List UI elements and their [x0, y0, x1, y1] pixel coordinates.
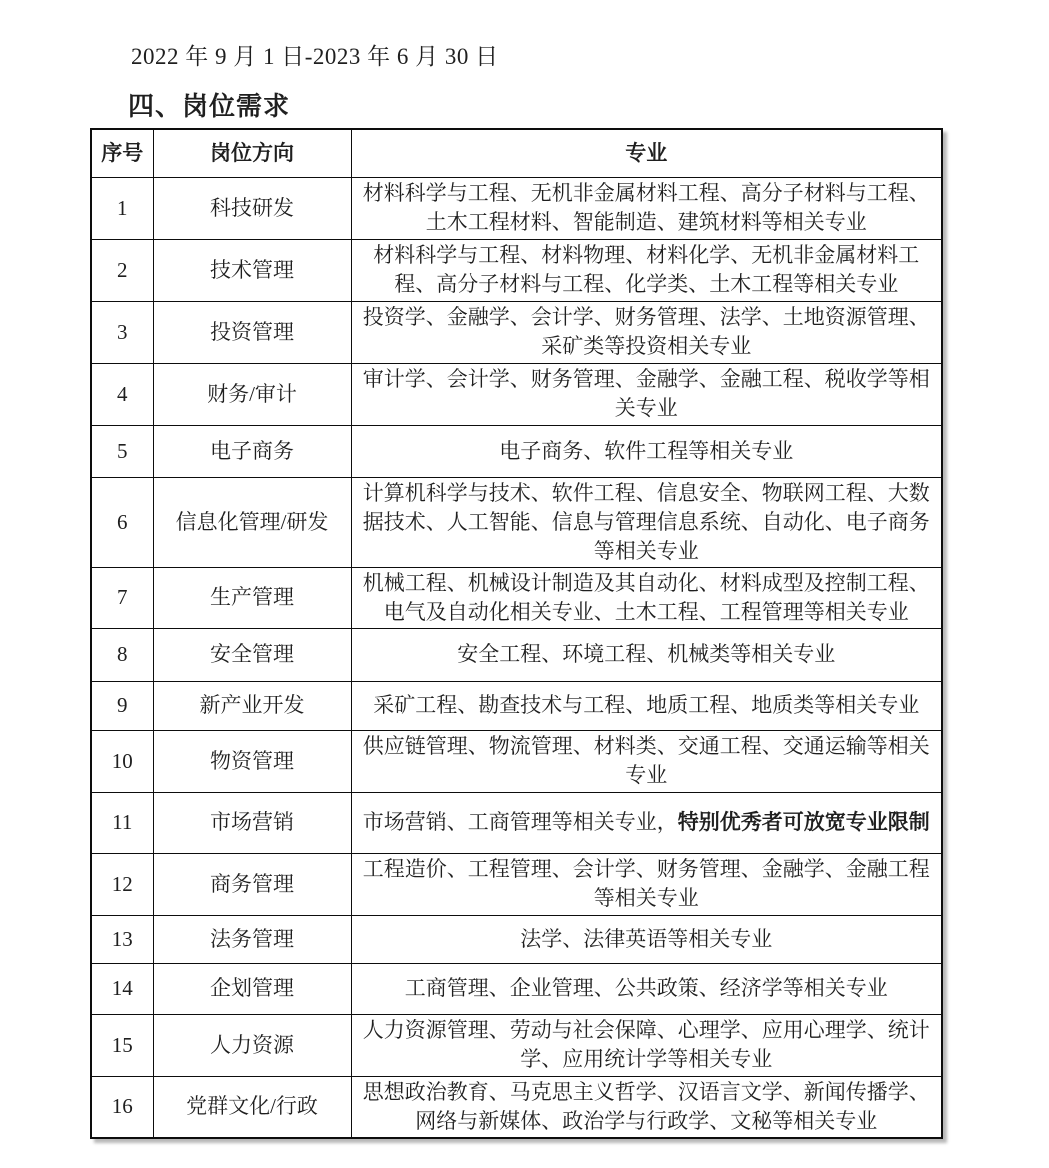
majors-cell [351, 1076, 942, 1138]
table-row [91, 567, 942, 628]
position-cell: 法务管理 [153, 915, 351, 963]
majors-text: 电子商务、软件工程等相关专业 [499, 438, 794, 463]
majors-cell [351, 567, 942, 628]
position-cell: 科技研发 [153, 177, 351, 239]
position-cell: 商务管理 [153, 853, 351, 915]
position-cell: 生产管理 [153, 567, 351, 628]
table-row [91, 681, 942, 730]
majors-text: 法学、法律英语等相关专业 [520, 926, 773, 951]
majors-text: 投资学、金融学、会计学、财务管理、法学、土地资源管理、采矿类等投资相关专业 [362, 305, 930, 358]
majors-text: 审计学、会计学、财务管理、金融学、金融工程、税收学等相关专业 [362, 367, 930, 420]
majors-cell [351, 477, 942, 567]
header-major: 专业 [351, 129, 942, 177]
section-heading: 四、岗位需求 [128, 91, 291, 121]
majors-text: 机械工程、机械设计制造及其自动化、材料成型及控制工程、电气及自动化相关专业、土木工程、工程管理等相关专业 [362, 570, 930, 624]
majors-text: 材料科学与工程、材料物理、材料化学、无机非金属材料工程、高分子材料与工程、化学类、土木工程等相关专业 [373, 243, 920, 296]
row-number: 6 [91, 477, 153, 567]
position-cell: 人力资源 [153, 1014, 351, 1076]
position-cell: 电子商务 [153, 425, 351, 477]
row-number: 14 [91, 963, 153, 1014]
date-range-text: 2022 年 9 月 1 日-2023 年 6 月 30 日 [131, 44, 499, 69]
majors-text: 供应链管理、物流管理、材料类、交通工程、交通运输等相关专业 [362, 734, 930, 787]
row-number: 2 [91, 239, 153, 301]
table-row [91, 792, 942, 853]
majors-text: 工程造价、工程管理、会计学、财务管理、金融学、金融工程等相关专业 [362, 857, 930, 910]
majors-bold-text: 特别优秀者可放宽专业限制 [677, 810, 930, 834]
position-cell: 信息化管理/研发 [153, 477, 351, 567]
table-row [91, 853, 942, 915]
position-cell: 新产业开发 [153, 681, 351, 730]
position-cell: 技术管理 [153, 239, 351, 301]
majors-text: 计算机科学与技术、软件工程、信息安全、物联网工程、大数据技术、人工智能、信息与管理信息系统、自动化、电子商务等相关专业 [362, 480, 930, 563]
table-row [91, 1076, 942, 1138]
majors-cell [351, 730, 942, 792]
table-row [91, 477, 942, 567]
majors-cell [351, 853, 942, 915]
majors-cell [351, 681, 942, 730]
row-number: 9 [91, 681, 153, 730]
table-row [91, 239, 942, 301]
table-row [91, 915, 942, 963]
table-row [91, 730, 942, 792]
row-number: 13 [91, 915, 153, 963]
majors-cell [351, 177, 942, 239]
majors-cell [351, 792, 942, 853]
table-row [91, 425, 942, 477]
table-header-row [91, 129, 942, 177]
row-number: 11 [91, 792, 153, 853]
row-number: 12 [91, 853, 153, 915]
majors-cell [351, 301, 942, 363]
row-number: 16 [91, 1076, 153, 1138]
majors-text: 安全工程、环境工程、机械类等相关专业 [457, 642, 836, 666]
majors-cell [351, 363, 942, 425]
table-row [91, 363, 942, 425]
row-number: 7 [91, 567, 153, 628]
table-row [91, 1014, 942, 1076]
header-no: 序号 [91, 129, 153, 177]
table-row [91, 628, 942, 681]
majors-text: 人力资源管理、劳动与社会保障、心理学、应用心理学、统计学、应用统计学等相关专业 [362, 1018, 930, 1071]
majors-text: 材料科学与工程、无机非金属材料工程、高分子材料与工程、土木工程材料、智能制造、建筑材料等相关专业 [362, 181, 930, 234]
table-row [91, 301, 942, 363]
row-number: 5 [91, 425, 153, 477]
table-row [91, 177, 942, 239]
majors-cell [351, 628, 942, 681]
header-position: 岗位方向 [153, 129, 351, 177]
row-number: 4 [91, 363, 153, 425]
row-number: 10 [91, 730, 153, 792]
row-number: 8 [91, 628, 153, 681]
table-row [91, 963, 942, 1014]
row-number: 3 [91, 301, 153, 363]
majors-cell [351, 963, 942, 1014]
position-cell: 投资管理 [153, 301, 351, 363]
majors-text: 工商管理、企业管理、公共政策、经济学等相关专业 [404, 976, 888, 1000]
position-cell: 企划管理 [153, 963, 351, 1014]
majors-cell [351, 1014, 942, 1076]
position-cell: 党群文化/行政 [153, 1076, 351, 1138]
row-number: 15 [91, 1014, 153, 1076]
majors-text: 思想政治教育、马克思主义哲学、汉语言文学、新闻传播学、网络与新媒体、政治学与行政学、文秘等相关专业 [362, 1079, 930, 1133]
position-cell: 安全管理 [153, 628, 351, 681]
position-cell: 物资管理 [153, 730, 351, 792]
row-number: 1 [91, 177, 153, 239]
majors-cell [351, 915, 942, 963]
majors-cell [351, 239, 942, 301]
majors-text: 采矿工程、勘查技术与工程、地质工程、地质类等相关专业 [373, 693, 920, 717]
position-requirements-table [90, 128, 943, 1139]
position-cell: 财务/审计 [153, 363, 351, 425]
majors-text: 市场营销、工商管理等相关专业， [362, 810, 678, 834]
majors-cell [351, 425, 942, 477]
position-cell: 市场营销 [153, 792, 351, 853]
